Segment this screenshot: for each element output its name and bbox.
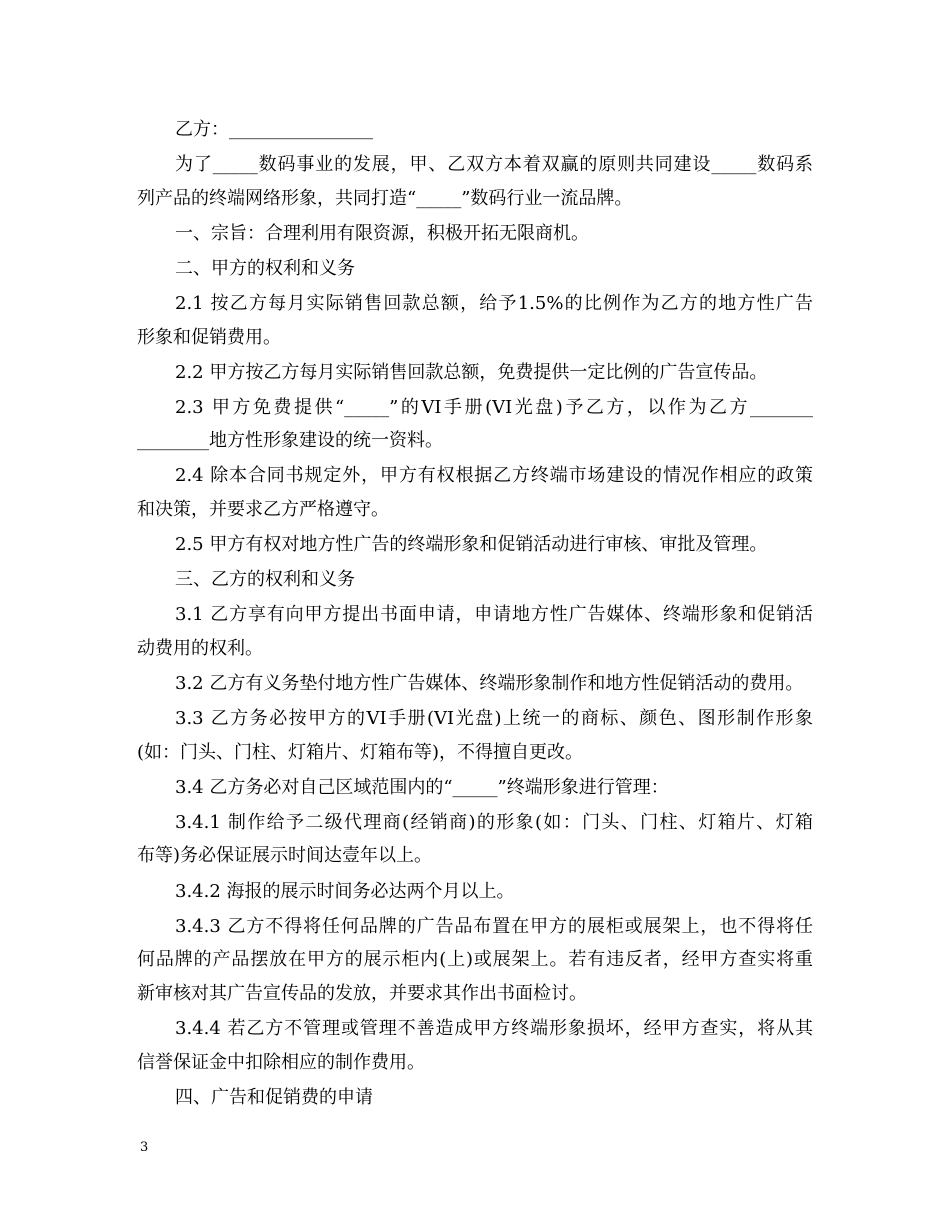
- document-line: 布等)务必保证展示时间达壹年以上。: [137, 845, 433, 867]
- clause-paragraph: [137, 391, 837, 458]
- document-line: 2.4 除本合同书规定外，甲方有权根据乙方终端市场建设的情况作相应的政策: [175, 465, 813, 487]
- clause-paragraph: [137, 702, 837, 769]
- clause-paragraph: [137, 910, 837, 1011]
- document-line: 为了_____数码事业的发展，甲、乙双方本着双赢的原则共同建设_____数码系: [175, 154, 813, 176]
- clause-paragraph: [137, 875, 837, 909]
- section-heading: [137, 563, 837, 597]
- document-line: 3.4.4 若乙方不管理或管理不善造成甲方终端形象损坏，经甲方查实，将从其: [175, 1017, 813, 1039]
- clause-paragraph: [137, 771, 837, 805]
- document-line: 列产品的终端网络形象，共同打造“_____”数码行业一流品牌。: [137, 187, 633, 209]
- document-line: 2.5 甲方有权对地方性广告的终端形象和促销活动进行审核、审批及管理。: [175, 534, 768, 556]
- clause-paragraph: [137, 287, 837, 354]
- document-line: 何品牌的产品摆放在甲方的展示柜内(上)或展架上。若有违反者，经甲方查实将重: [137, 949, 813, 971]
- document-line: 形象和促销费用。: [137, 326, 281, 348]
- document-line: 新审核对其广告宣传品的发放，并要求其作出书面检讨。: [137, 982, 587, 1004]
- document-line: 3.4.1 制作给予二级代理商(经销商)的形象(如：门头、门柱、灯箱片、灯箱: [175, 811, 813, 833]
- section-heading: [137, 1081, 837, 1115]
- document-page: [137, 113, 837, 1114]
- document-line: 3.1 乙方享有向甲方提出书面申请，申请地方性广告媒体、终端形象和促销活: [175, 604, 813, 626]
- document-line: 乙方：________________: [175, 119, 373, 140]
- clause-paragraph: [137, 806, 837, 873]
- section-heading: [137, 217, 837, 251]
- document-line: 2.3 甲方免费提供“_____”的VI手册(VI光盘)予乙方，以作为乙方_______: [175, 396, 813, 418]
- document-line: 2.1 按乙方每月实际销售回款总额，给予1.5%的比例作为乙方的地方性广告: [175, 292, 813, 314]
- document-line: 三、乙方的权利和义务: [175, 569, 355, 591]
- document-line: 信誉保证金中扣除相应的制作费用。: [137, 1051, 425, 1073]
- document-line: (如：门头、门柱、灯箱片、灯箱布等)，不得擅自更改。: [137, 741, 584, 763]
- section-heading: [137, 252, 837, 286]
- clause-paragraph: [137, 356, 837, 390]
- document-line: 动费用的权利。: [137, 637, 263, 659]
- document-line: 3.3 乙方务必按甲方的VI手册(VI光盘)上统一的商标、颜色、图形制作形象: [175, 708, 813, 730]
- document-line: ________地方性形象建设的统一资料。: [137, 430, 443, 452]
- party-b-field: [137, 113, 837, 147]
- preamble-paragraph: [137, 148, 837, 215]
- clause-paragraph: [137, 1012, 837, 1079]
- document-line: 和决策，并要求乙方严格遵守。: [137, 499, 389, 521]
- document-line: 2.2 甲方按乙方每月实际销售回款总额，免费提供一定比例的广告宣传品。: [175, 361, 768, 383]
- document-line: 3.2 乙方有义务垫付地方性广告媒体、终端形象制作和地方性促销活动的费用。: [175, 673, 804, 694]
- document-line: 四、广告和促销费的申请: [175, 1086, 373, 1108]
- document-line: 一、宗旨：合理利用有限资源，积极开拓无限商机。: [175, 222, 589, 244]
- document-line: 3.4 乙方务必对自己区域范围内的“_____”终端形象进行管理：: [175, 776, 669, 798]
- document-line: 3.4.3 乙方不得将任何品牌的广告品布置在甲方的展柜或展架上，也不得将任: [175, 915, 813, 937]
- page-number: 3: [140, 1140, 149, 1155]
- document-line: 3.4.2 海报的展示时间务必达两个月以上。: [175, 880, 515, 902]
- clause-paragraph: [137, 667, 837, 701]
- clause-paragraph: [137, 528, 837, 562]
- document-line: 二、甲方的权利和义务: [175, 257, 355, 279]
- clause-paragraph: [137, 598, 837, 665]
- clause-paragraph: [137, 459, 837, 526]
